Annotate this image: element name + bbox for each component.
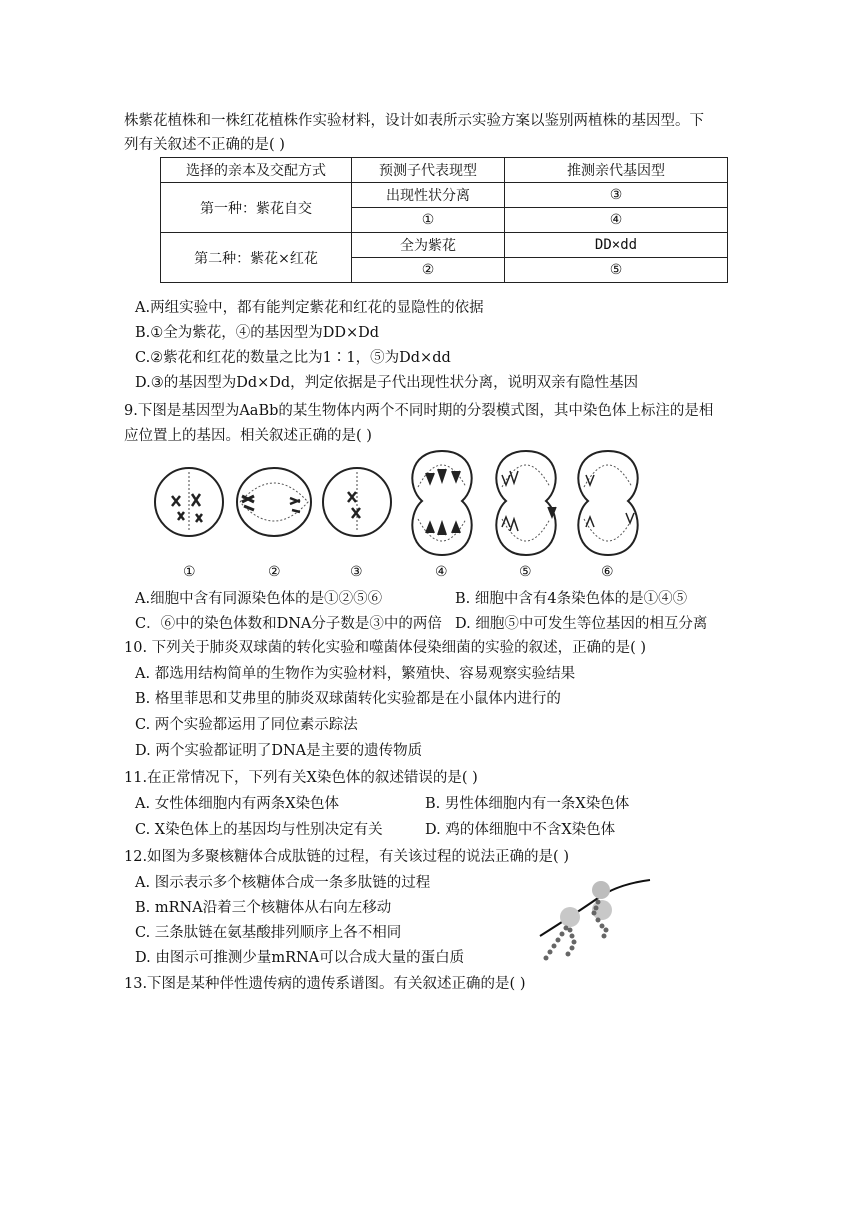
option-b: B. mRNA沿着三个核糖体从右向左移动: [135, 900, 392, 916]
option-c: C. X染色体上的基因均与性别决定有关: [135, 822, 383, 838]
table-cell: 出现性状分离: [352, 183, 505, 208]
option-a: A. 都选用结构简单的生物作为实验材料，繁殖快、容易观察实验结果: [135, 666, 576, 682]
option-a: A.两组实验中，都有能判定紫花和红花的显隐性的依据: [135, 300, 484, 316]
option-d: D.③的基因型为Dd×Dd，判定依据是子代出现性状分离，说明双亲有隐性基因: [135, 375, 639, 391]
cell-diagram-3: [320, 464, 394, 540]
option-a: A. 女性体细胞内有两条X染色体: [135, 796, 340, 812]
table-cell: 第二种：紫花×红花: [161, 233, 352, 283]
experiment-table: [160, 157, 728, 283]
question-stem: 12.如图为多聚核糖体合成肽链的过程，有关该过程的说法正确的是( ): [124, 849, 569, 865]
figure-label: ⑤: [519, 564, 532, 580]
figure-label: ③: [350, 564, 363, 580]
question-stem-line: 列有关叙述不正确的是( ): [124, 137, 285, 153]
option-b: B. 男性体细胞内有一条X染色体: [425, 796, 630, 812]
question-stem: 10. 下列关于肺炎双球菌的转化实验和噬菌体侵染细菌的实验的叙述，正确的是( ): [124, 640, 647, 656]
question-stem-line: 应位置上的基因。相关叙述正确的是( ): [124, 428, 372, 444]
table-cell: DD×dd: [505, 233, 728, 258]
question-stem-line: 9.下图是基因型为AaBb的某生物体内两个不同时期的分裂模式图，其中染色体上标注的是相: [124, 403, 714, 419]
figure-label: ①: [183, 564, 196, 580]
option-c: C. 两个实验都运用了同位素示踪法: [135, 717, 358, 733]
table-cell: ⑤: [505, 258, 728, 283]
cell-diagram-6: [570, 447, 646, 559]
cell-diagram-2: [234, 464, 314, 540]
option-d: D. 鸡的体细胞中不含X染色体: [425, 822, 616, 838]
table-cell: 全为紫花: [352, 233, 505, 258]
figure-label: ⑥: [601, 564, 614, 580]
table-header: 预测子代表现型: [352, 158, 505, 183]
table-header: 选择的亲本及交配方式: [161, 158, 352, 183]
option-a: A. 图示表示多个核糖体合成一条多肽链的过程: [135, 875, 431, 891]
option-d: D. 细胞⑤中可发生等位基因的相互分离: [455, 616, 708, 632]
cell-diagram-5: [488, 447, 564, 559]
question-stem: 11.在正常情况下，下列有关X染色体的叙述错误的是( ): [124, 770, 478, 786]
option-b: B. 格里菲思和艾弗里的肺炎双球菌转化实验都是在小鼠体内进行的: [135, 691, 561, 707]
figure-label: ②: [268, 564, 281, 580]
table-header: 推测亲代基因型: [505, 158, 728, 183]
question-stem: 13.下图是某种伴性遗传病的遗传系谱图。有关叙述正确的是( ): [124, 976, 526, 992]
option-c: C．⑥中的染色体数和DNA分子数是③中的两倍: [135, 616, 442, 632]
option-b: B.①全为紫花，④的基因型为DD×Dd: [135, 325, 380, 341]
table-cell: 第一种：紫花自交: [161, 183, 352, 233]
figure-label: ④: [435, 564, 448, 580]
option-c: C.②紫花和红花的数量之比为1∶1，⑤为Dd×dd: [135, 350, 451, 366]
option-a: A.细胞中含有同源染色体的是①②⑤⑥: [135, 591, 383, 607]
polyribosome-figure: [538, 872, 654, 970]
cell-diagram-1: [152, 464, 226, 540]
option-d: D. 由图示可推测少量mRNA可以合成大量的蛋白质: [135, 950, 465, 966]
question-stem-line: 株紫花植株和一株红花植株作实验材料，设计如表所示实验方案以鉴别两植株的基因型。下: [124, 113, 704, 129]
option-d: D. 两个实验都证明了DNA是主要的遗传物质: [135, 743, 423, 759]
option-c: C. 三条肽链在氨基酸排列顺序上各不相同: [135, 925, 402, 941]
table-cell: ①: [352, 208, 505, 233]
option-b: B. 细胞中含有4条染色体的是①④⑤: [455, 591, 688, 607]
table-cell: ④: [505, 208, 728, 233]
table-cell: ③: [505, 183, 728, 208]
cell-diagram-4: [404, 447, 480, 559]
table-cell: ②: [352, 258, 505, 283]
